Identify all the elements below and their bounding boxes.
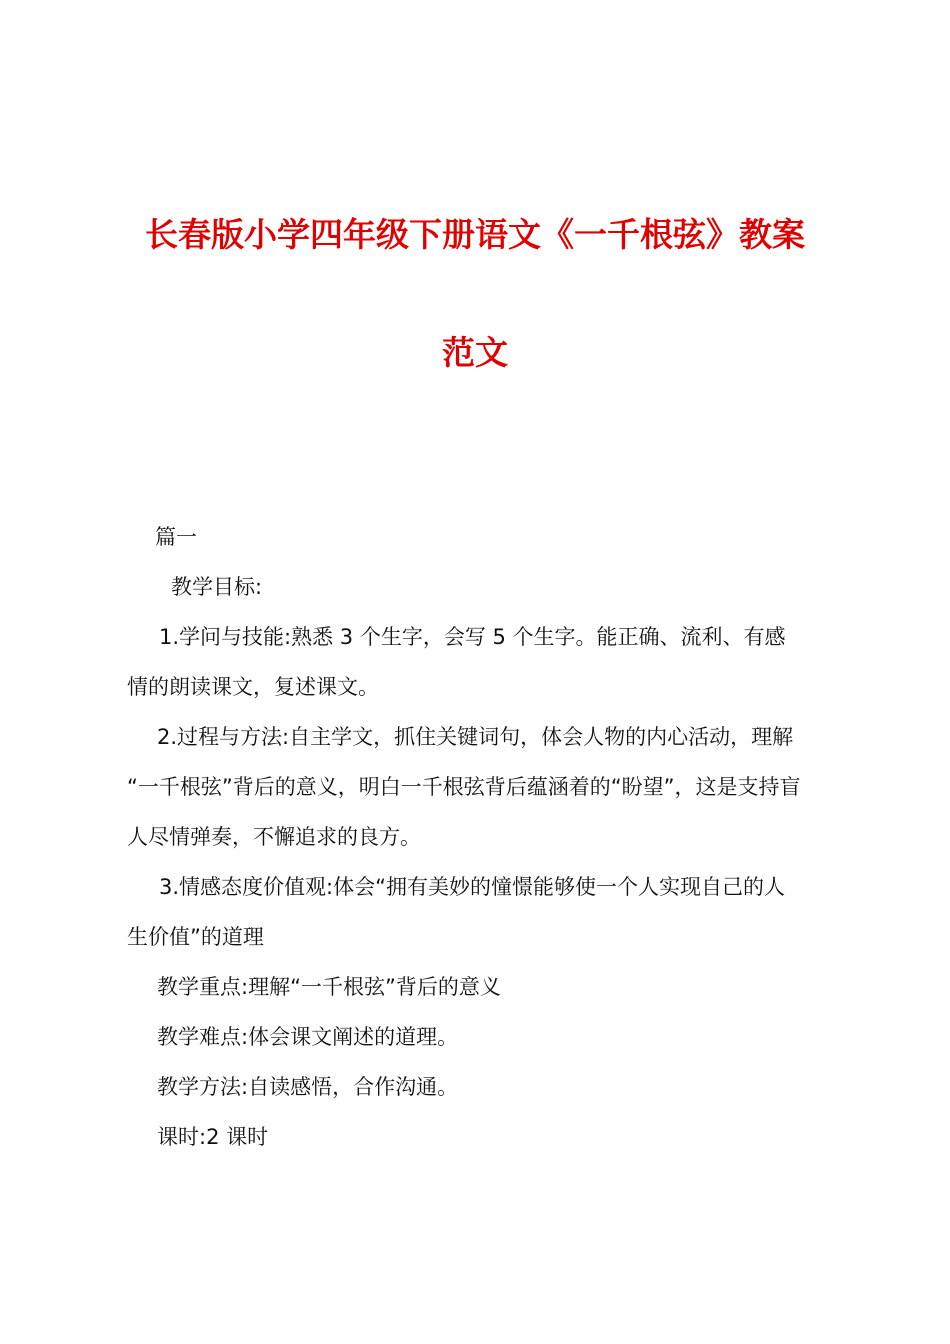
document-title-line-2: 范文	[442, 333, 508, 372]
objective-1-line-2: 情的朗读课文，复述课文。	[127, 675, 379, 699]
objective-1-line-1: 1.学问与技能:熟悉 3 个生字，会写 5 个生字。能正确、流利、有感	[159, 625, 786, 649]
class-hours: 课时:2 课时	[157, 1125, 269, 1149]
teaching-method: 教学方法:自读感悟，合作沟通。	[157, 1075, 459, 1099]
objective-3-line-2: 生价值”的道理	[127, 925, 264, 949]
section-heading: 篇一	[155, 525, 197, 549]
document-body	[127, 512, 837, 1162]
objective-3-line-1: 3.情感态度价值观:体会“拥有美妙的憧憬能够使一个人实现自己的人	[159, 875, 785, 899]
objective-2-line-1: 2.过程与方法:自主学文，抓住关键词句，体会人物的内心活动，理解	[157, 725, 794, 749]
objective-2-line-3: 人尽情弹奏，不懈追求的良方。	[127, 825, 421, 849]
objectives-heading: 教学目标:	[171, 575, 263, 599]
teaching-difficulty: 教学难点:体会课文阐述的道理。	[157, 1025, 459, 1049]
teaching-focus: 教学重点:理解“一千根弦”背后的意义	[157, 975, 501, 999]
objective-2-line-2: “一千根弦”背后的意义，明白一千根弦背后蕴涵着的“盼望”，这是支持盲	[127, 775, 801, 799]
document-title-line-1: 长春版小学四年级下册语文《一千根弦》教案	[145, 215, 805, 254]
